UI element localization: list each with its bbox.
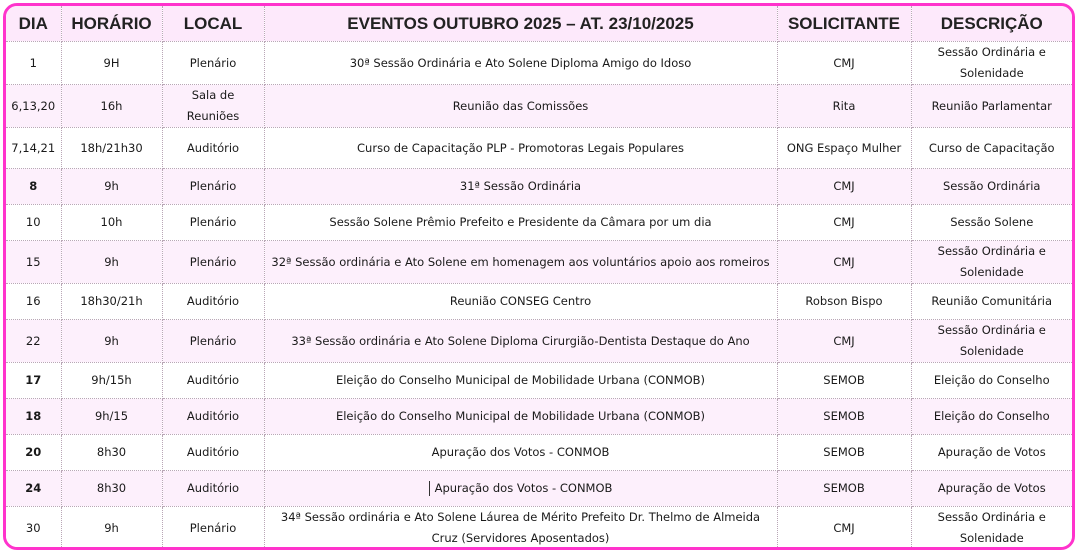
- cell-dia[interactable]: 7,14,21: [6, 128, 61, 169]
- cell-horario[interactable]: 18h/21h30: [61, 128, 162, 169]
- cell-dia[interactable]: 16: [6, 284, 61, 320]
- cell-local[interactable]: Plenário: [162, 205, 264, 241]
- header-solicitante[interactable]: SOLICITANTE: [777, 6, 911, 42]
- cell-local[interactable]: Plenário: [162, 169, 264, 205]
- cell-local[interactable]: Auditório: [162, 435, 264, 471]
- cell-dia[interactable]: 24: [6, 471, 61, 507]
- cell-solicitante[interactable]: SEMOB: [777, 399, 911, 435]
- cell-dia[interactable]: 1: [6, 42, 61, 85]
- cell-local[interactable]: Auditório: [162, 399, 264, 435]
- cell-evento[interactable]: Curso de Capacitação PLP - Promotoras Legais Populares: [264, 128, 777, 169]
- cell-horario[interactable]: 9h: [61, 320, 162, 363]
- cell-evento[interactable]: 33ª Sessão ordinária e Ato Solene Diploma Cirurgião-Dentista Destaque do Ano: [264, 320, 777, 363]
- table-row: [6, 363, 1072, 399]
- cell-horario[interactable]: 8h30: [61, 435, 162, 471]
- header-eventos[interactable]: EVENTOS OUTUBRO 2025 – AT. 23/10/2025: [264, 6, 777, 42]
- cell-descricao[interactable]: Apuração de Votos: [911, 435, 1072, 471]
- cell-solicitante[interactable]: SEMOB: [777, 471, 911, 507]
- cell-solicitante[interactable]: SEMOB: [777, 363, 911, 399]
- cell-descricao[interactable]: Eleição do Conselho: [911, 363, 1072, 399]
- table-row: [6, 42, 1072, 85]
- header-local[interactable]: LOCAL: [162, 6, 264, 42]
- header-descricao[interactable]: DESCRIÇÃO: [911, 6, 1072, 42]
- cell-descricao[interactable]: Eleição do Conselho: [911, 399, 1072, 435]
- cell-descricao[interactable]: Curso de Capacitação: [911, 128, 1072, 169]
- cell-descricao[interactable]: Reunião Comunitária: [911, 284, 1072, 320]
- cell-solicitante[interactable]: ONG Espaço Mulher: [777, 128, 911, 169]
- text-cursor: [429, 481, 430, 496]
- cell-evento[interactable]: [264, 471, 777, 507]
- events-table-frame: [3, 3, 1075, 550]
- table-row: [6, 241, 1072, 284]
- cell-local[interactable]: Auditório: [162, 471, 264, 507]
- cell-local[interactable]: Auditório: [162, 363, 264, 399]
- header-dia[interactable]: DIA: [6, 6, 61, 42]
- cell-dia[interactable]: 22: [6, 320, 61, 363]
- cell-dia[interactable]: 20: [6, 435, 61, 471]
- cell-solicitante[interactable]: SEMOB: [777, 435, 911, 471]
- cell-dia[interactable]: 18: [6, 399, 61, 435]
- cell-horario[interactable]: 9h/15h: [61, 363, 162, 399]
- cell-descricao[interactable]: Sessão Solene: [911, 205, 1072, 241]
- cell-evento[interactable]: Reunião CONSEG Centro: [264, 284, 777, 320]
- cell-descricao[interactable]: Sessão Ordinária e Solenidade: [911, 320, 1072, 363]
- header-horario[interactable]: HORÁRIO: [61, 6, 162, 42]
- cell-descricao[interactable]: Sessão Ordinária e Solenidade: [911, 42, 1072, 85]
- cell-horario[interactable]: 16h: [61, 85, 162, 128]
- cell-evento-text: Apuração dos Votos - CONMOB: [434, 481, 613, 495]
- cell-evento[interactable]: Apuração dos Votos - CONMOB: [264, 435, 777, 471]
- table-row: [6, 399, 1072, 435]
- table-row: [6, 471, 1072, 507]
- cell-solicitante[interactable]: CMJ: [777, 320, 911, 363]
- table-row: [6, 284, 1072, 320]
- table-row: [6, 85, 1072, 128]
- cell-dia[interactable]: 8: [6, 169, 61, 205]
- cell-solicitante[interactable]: Rita: [777, 85, 911, 128]
- cell-horario[interactable]: 9h/15: [61, 399, 162, 435]
- cell-dia[interactable]: 15: [6, 241, 61, 284]
- table-row: [6, 205, 1072, 241]
- cell-local[interactable]: Plenário: [162, 320, 264, 363]
- cell-local[interactable]: Plenário: [162, 241, 264, 284]
- cell-evento[interactable]: 30ª Sessão Ordinária e Ato Solene Diploma Amigo do Idoso: [264, 42, 777, 85]
- cell-horario[interactable]: 9h: [61, 169, 162, 205]
- cell-evento[interactable]: Eleição do Conselho Municipal de Mobilidade Urbana (CONMOB): [264, 399, 777, 435]
- cell-local[interactable]: Auditório: [162, 128, 264, 169]
- cell-local[interactable]: Plenário: [162, 42, 264, 85]
- cell-descricao[interactable]: Reunião Parlamentar: [911, 85, 1072, 128]
- cell-dia[interactable]: 17: [6, 363, 61, 399]
- cell-dia[interactable]: 10: [6, 205, 61, 241]
- header-row: [6, 6, 1072, 42]
- table-row: [6, 507, 1072, 550]
- cell-solicitante[interactable]: CMJ: [777, 169, 911, 205]
- cell-evento[interactable]: 32ª Sessão ordinária e Ato Solene em homenagem aos voluntários apoio aos romeiros: [264, 241, 777, 284]
- cell-local[interactable]: Plenário: [162, 507, 264, 550]
- cell-evento[interactable]: 31ª Sessão Ordinária: [264, 169, 777, 205]
- cell-evento[interactable]: Reunião das Comissões: [264, 85, 777, 128]
- cell-solicitante[interactable]: CMJ: [777, 507, 911, 550]
- cell-solicitante[interactable]: Robson Bispo: [777, 284, 911, 320]
- cell-horario[interactable]: 8h30: [61, 471, 162, 507]
- cell-evento[interactable]: Eleição do Conselho Municipal de Mobilidade Urbana (CONMOB): [264, 363, 777, 399]
- cell-descricao[interactable]: Sessão Ordinária e Solenidade: [911, 507, 1072, 550]
- cell-local[interactable]: Auditório: [162, 284, 264, 320]
- cell-dia[interactable]: 6,13,20: [6, 85, 61, 128]
- table-row: [6, 169, 1072, 205]
- cell-solicitante[interactable]: CMJ: [777, 42, 911, 85]
- cell-evento[interactable]: 34ª Sessão ordinária e Ato Solene Láurea de Mérito Prefeito Dr. Thelmo de Almeida Cruz (Servidores Aposentados): [264, 507, 777, 550]
- table-row: [6, 435, 1072, 471]
- cell-horario[interactable]: 10h: [61, 205, 162, 241]
- cell-horario[interactable]: 18h30/21h: [61, 284, 162, 320]
- cell-solicitante[interactable]: CMJ: [777, 241, 911, 284]
- events-table: [6, 6, 1072, 549]
- cell-solicitante[interactable]: CMJ: [777, 205, 911, 241]
- cell-evento[interactable]: Sessão Solene Prêmio Prefeito e Presidente da Câmara por um dia: [264, 205, 777, 241]
- cell-descricao[interactable]: Sessão Ordinária e Solenidade: [911, 241, 1072, 284]
- cell-horario[interactable]: 9h: [61, 241, 162, 284]
- table-row: [6, 128, 1072, 169]
- table-row: [6, 320, 1072, 363]
- cell-descricao[interactable]: Apuração de Votos: [911, 471, 1072, 507]
- cell-dia[interactable]: 30: [6, 507, 61, 550]
- cell-horario[interactable]: 9h: [61, 507, 162, 550]
- cell-local[interactable]: Sala de Reuniões: [162, 85, 264, 128]
- cell-horario[interactable]: 9H: [61, 42, 162, 85]
- cell-descricao[interactable]: Sessão Ordinária: [911, 169, 1072, 205]
